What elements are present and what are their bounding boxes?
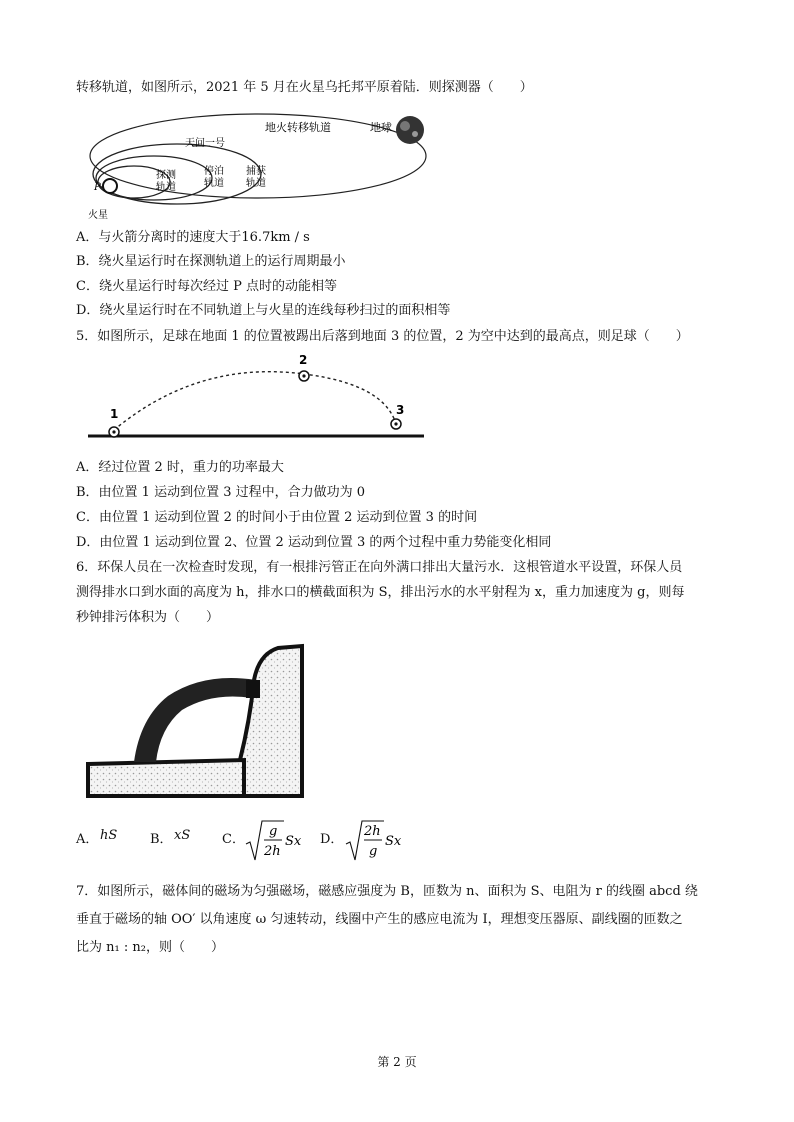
pipe-outlet	[246, 680, 260, 698]
q4-stem-line: 转移轨道，如图所示，2021 年 5 月在火星乌托邦平原着陆．则探测器（ ）	[76, 80, 533, 95]
q4-option-c: C．绕火星运行时每次经过 P 点时的动能相等	[76, 279, 337, 294]
q5-option-c: C．由位置 1 运动到位置 2 的时间小于由位置 2 运动到位置 3 的时间	[76, 510, 478, 525]
d-tail: Sx	[385, 834, 402, 849]
detect-label-1: 探测	[156, 170, 176, 181]
p-point-label: P	[94, 182, 101, 193]
position-1-label: 1	[110, 407, 119, 421]
mars-label: 火星	[88, 210, 108, 221]
football-trajectory-figure	[88, 352, 428, 446]
q5-option-d: D．由位置 1 运动到位置 2、位置 2 运动到位置 3 的两个过程中重力势能变化相同	[76, 535, 552, 550]
trajectory-path	[114, 372, 396, 430]
position-3-label: 3	[396, 403, 405, 417]
q5-option-b: B．由位置 1 运动到位置 3 过程中，合力做功为 0	[76, 485, 366, 500]
q4-option-b: B．绕火星运行时在探测轨道上的运行周期最小	[76, 254, 346, 269]
orbit-figure	[80, 106, 430, 224]
water-ground	[88, 760, 244, 796]
q6-option-b-label: B．	[150, 832, 173, 847]
q6-option-c-label: C．	[222, 832, 245, 847]
q6-option-c-formula	[244, 818, 314, 864]
c-denominator: 2h	[264, 844, 281, 859]
sewage-stream	[134, 678, 256, 762]
q7-stem-line-3: 比为 n₁ : n₂，则（ ）	[76, 940, 224, 955]
park-label-2: 轨道	[204, 178, 224, 189]
q6-option-b-value: xS	[174, 828, 191, 843]
q6-option-a-label: A．	[76, 832, 99, 847]
probe-label: 天问一号	[185, 138, 225, 149]
q6-option-d-label: D．	[320, 832, 344, 847]
q4-option-a: A．与火箭分离时的速度大于16.7km / s	[76, 230, 310, 245]
sewage-pipe-figure	[84, 640, 310, 804]
q6-stem-line-1: 6．环保人员在一次检查时发现，有一根排污管正在向外满口排出大量污水．这根管道水平设置，环保人员	[76, 560, 683, 575]
q5-option-a: A．经过位置 2 时，重力的功率最大	[76, 460, 284, 475]
q4-option-d: D．绕火星运行时在不同轨道上与火星的连线每秒扫过的面积相等	[76, 303, 451, 318]
page-number: 第 2 页	[377, 1055, 417, 1069]
capture-label-2: 轨道	[246, 178, 266, 189]
position-2-label: 2	[299, 353, 308, 367]
detect-label-2: 轨道	[156, 182, 176, 193]
d-denominator: g	[369, 844, 378, 859]
q6-option-d-formula	[344, 818, 414, 864]
c-tail: Sx	[285, 834, 302, 849]
q6-stem-line-2: 测得排水口到水面的高度为 h，排水口的横截面积为 S，排出污水的水平射程为 x，重力加速度为 g，则每	[76, 585, 685, 600]
capture-label-1: 捕获	[246, 166, 266, 177]
q7-stem-line-1: 7．如图所示，磁体间的磁场为匀强磁场，磁感应强度为 B，匝数为 n、面积为 S、电阻为 r 的线圈 abcd 绕	[76, 884, 698, 899]
transfer-orbit-label: 地火转移轨道	[265, 121, 331, 134]
park-label-1: 停泊	[204, 166, 224, 177]
d-numerator: 2h	[364, 824, 381, 839]
earth-planet	[396, 116, 424, 144]
q6-stem-line-3: 秒钟排污体积为（ ）	[76, 610, 220, 625]
q5-stem: 5．如图所示，足球在地面 1 的位置被踢出后落到地面 3 的位置，2 为空中达到的最高点，则足球（ ）	[76, 329, 689, 344]
c-numerator: g	[269, 824, 278, 839]
q6-option-a-value: hS	[100, 828, 118, 843]
earth-label: 地球	[370, 121, 392, 134]
q7-stem-line-2: 垂直于磁场的轴 OO′ 以角速度 ω 匀速转动，线圈中产生的感应电流为 I，理想变压器原、副线圈的匝数之	[76, 912, 683, 927]
mars-planet	[103, 179, 117, 193]
